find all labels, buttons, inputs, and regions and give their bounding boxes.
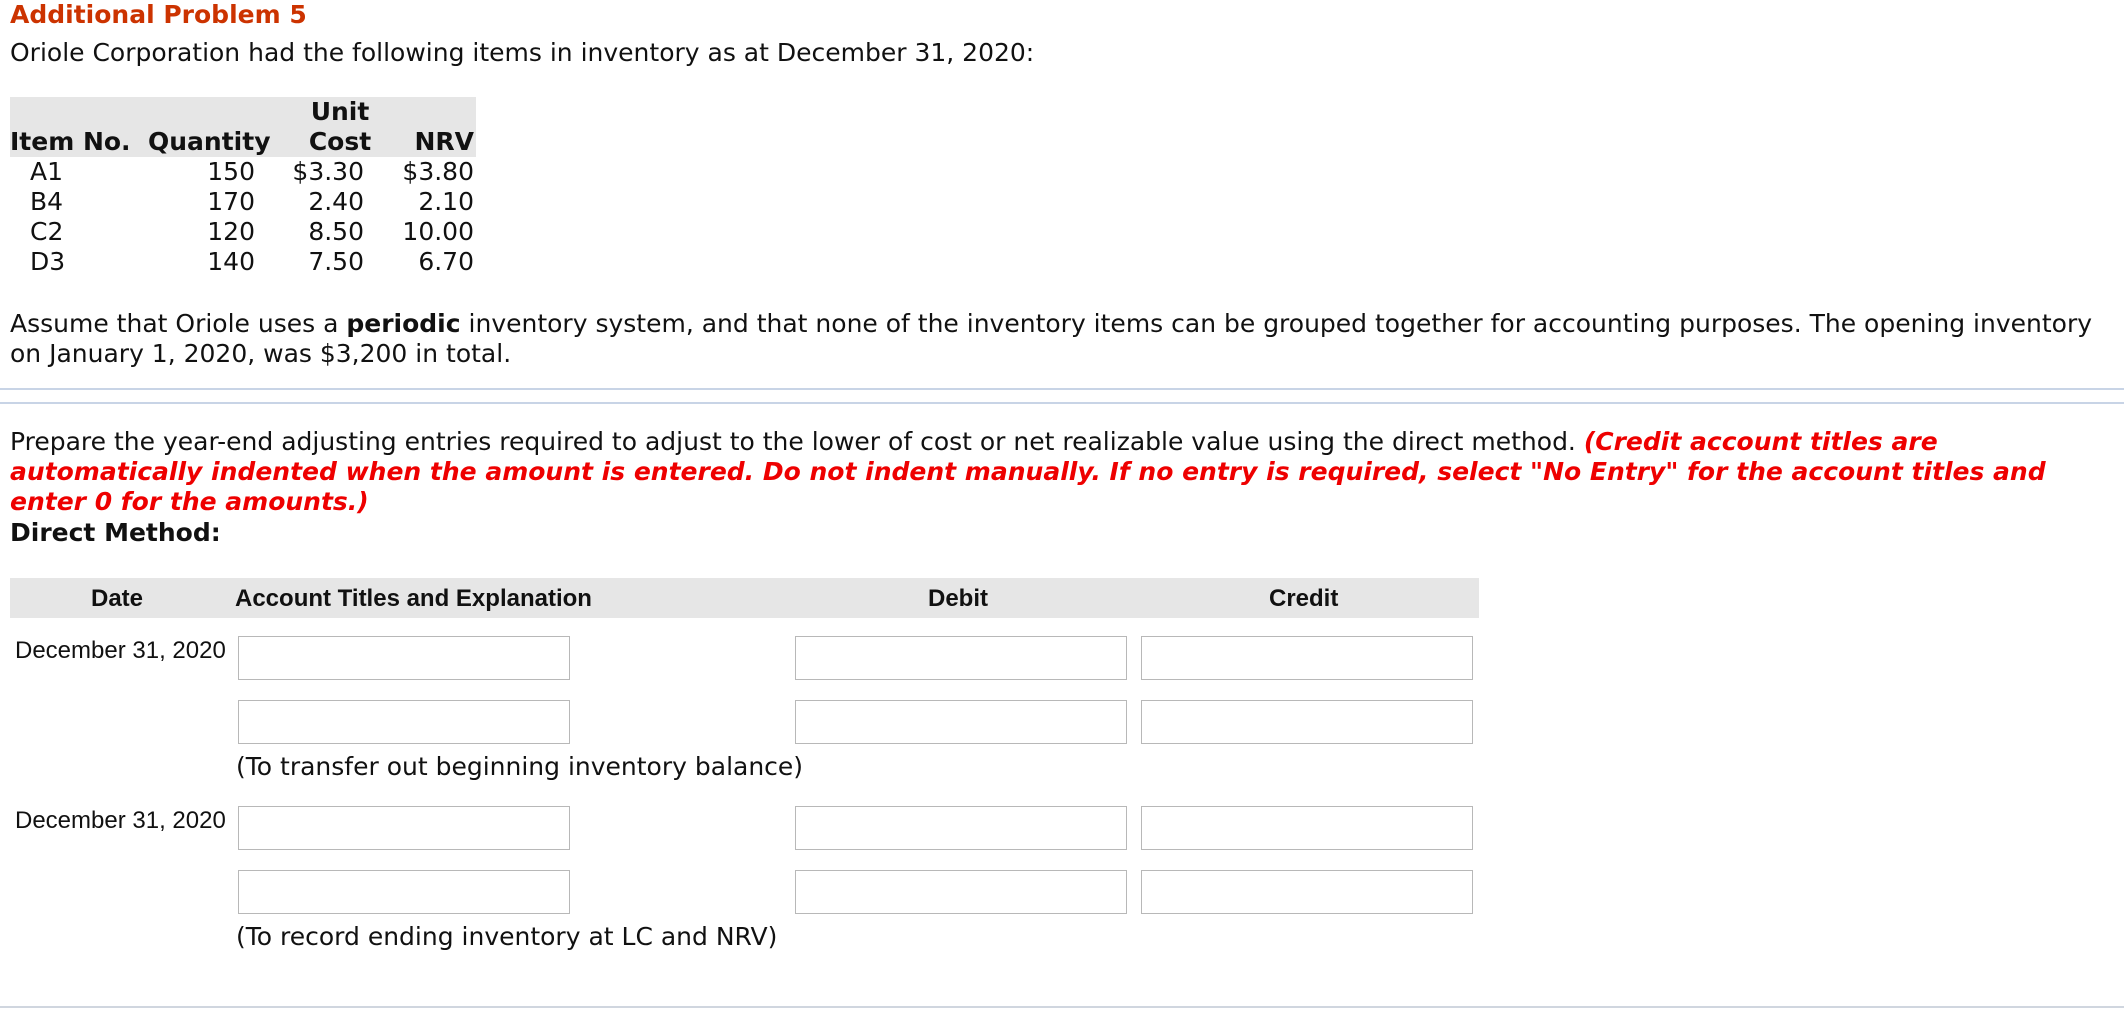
quantity: 150 — [207, 157, 255, 186]
nrv: $3.80 — [402, 157, 474, 186]
debit-input[interactable] — [795, 636, 1127, 680]
credit-input[interactable] — [1141, 806, 1473, 850]
nrv: 2.10 — [418, 187, 474, 216]
account-title-input[interactable] — [238, 636, 570, 680]
journal-header — [10, 578, 1479, 618]
instructions-note: (Credit account titles are automatically indented when the amount is entered. Do not indent manually. If no entry is required, select "No Entry" for the account titles and enter 0 for the amounts.) — [10, 427, 2046, 516]
journal-header-account: Account Titles and Explanation — [235, 585, 592, 612]
debit-input[interactable] — [795, 700, 1127, 744]
divider — [0, 1006, 2124, 1008]
instructions — [10, 427, 2120, 517]
problem-intro: Oriole Corporation had the following items in inventory as at December 31, 2020: — [10, 38, 1035, 67]
instructions-text: Prepare the year-end adjusting entries required to adjust to the lower of cost or net realizable value using the direct method. — [10, 427, 1584, 456]
credit-input[interactable] — [1141, 700, 1473, 744]
entry-date: December 31, 2020 — [15, 637, 226, 664]
item-no: B4 — [30, 187, 64, 216]
unit-cost: 8.50 — [308, 217, 364, 246]
unit-cost: 7.50 — [308, 247, 364, 276]
journal-header-credit: Credit — [1269, 585, 1339, 612]
account-title-input[interactable] — [238, 700, 570, 744]
assumption-text: Assume that Oriole uses a — [10, 309, 347, 338]
unit-cost: 2.40 — [308, 187, 364, 216]
assumption-paragraph — [10, 309, 2100, 369]
assumption-bold: periodic — [346, 309, 461, 338]
debit-input[interactable] — [795, 806, 1127, 850]
entry-explanation: (To record ending inventory at LC and NRV) — [236, 922, 778, 951]
debit-input[interactable] — [795, 870, 1127, 914]
divider — [0, 402, 2124, 404]
divider — [0, 388, 2124, 390]
item-no: A1 — [30, 157, 64, 186]
header-cost: Cost — [308, 127, 372, 156]
assumption-text-2: inventory system, and that none of the inventory items can be grouped together for accounting purposes. The opening inventory on January 1, 2020, was $3,200 in total. — [10, 309, 2093, 368]
credit-input[interactable] — [1141, 636, 1473, 680]
quantity: 170 — [207, 187, 255, 216]
header-unit: Unit — [310, 97, 370, 126]
entry-date: December 31, 2020 — [15, 807, 226, 834]
nrv: 10.00 — [402, 217, 474, 246]
account-title-input[interactable] — [238, 806, 570, 850]
item-no: D3 — [30, 247, 66, 276]
credit-input[interactable] — [1141, 870, 1473, 914]
quantity: 120 — [207, 217, 255, 246]
journal-header-debit: Debit — [928, 585, 988, 612]
header-item-no: Item No. — [10, 127, 131, 156]
header-quantity: Quantity — [148, 127, 271, 156]
method-label: Direct Method: — [10, 518, 221, 547]
header-nrv: NRV — [414, 127, 474, 156]
account-title-input[interactable] — [238, 870, 570, 914]
item-no: C2 — [30, 217, 64, 246]
journal-header-date: Date — [91, 585, 144, 612]
entry-explanation: (To transfer out beginning inventory balance) — [236, 752, 804, 781]
quantity: 140 — [207, 247, 255, 276]
nrv: 6.70 — [418, 247, 474, 276]
unit-cost: $3.30 — [292, 157, 364, 186]
problem-title: Additional Problem 5 — [10, 0, 307, 29]
